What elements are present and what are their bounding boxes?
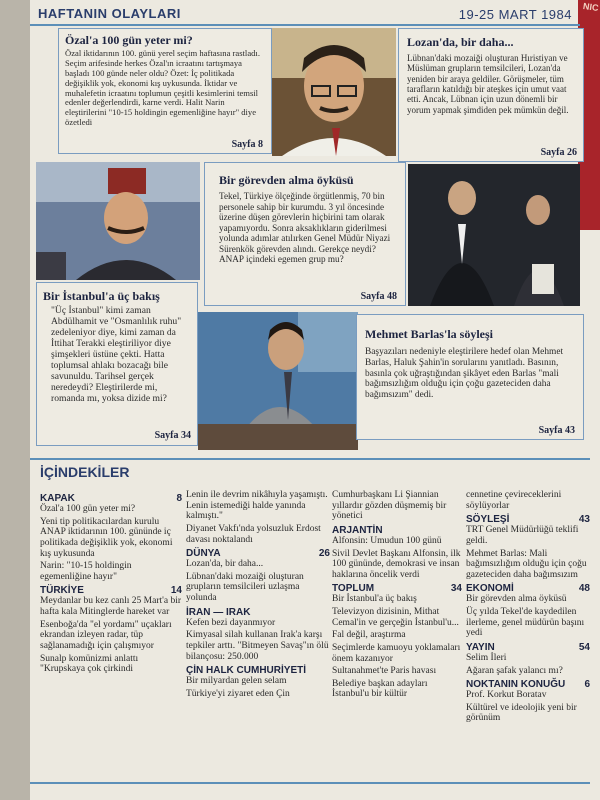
toc-entry: Fal değil, araştırma: [332, 630, 406, 641]
story-text: Başyazıları nedeniyle eleştirilere hedef olan Mehmet Barlas, Haluk Şahin'in sorularını yanıtladı. Basının, basınla çok uğraştığından şikâyet eden Barlas "mali bağımsızlığım olduğu için çoğu gazeteciden daha bağımsızım" dedi.: [365, 347, 564, 401]
toc-entry: Bir İstanbul'a üç bakış: [332, 594, 417, 605]
toc-entry: Lübnan'daki mozaiği oluşturan grupların temsilcileri uzlaşma yolunda: [186, 571, 304, 603]
toc-entry: Bir görevden alma öyküsü: [466, 594, 567, 605]
page-ref: Sayfa 34: [154, 430, 191, 441]
toc-entry: Diyanet Vakfı'nda yolsuzluk Erdost davası noktalandı: [186, 523, 321, 545]
toc-section-name: İRAN — IRAK: [186, 606, 251, 618]
section-title: HAFTANIN OLAYLARI: [38, 6, 181, 21]
toc-entry: Sultanahmet'te Paris havası: [332, 666, 437, 677]
bottom-rule: [30, 782, 590, 792]
toc-section-heading: [332, 583, 462, 594]
toc-section-page: 48: [578, 583, 590, 595]
toc-section-heading: [186, 548, 330, 559]
toc-section-name: YAYIN: [466, 641, 495, 653]
story-text: Tekel, Türkiye ölçeğinde örgütlenmiş, 70 bin personele sahip bir kurumdu. 3 yıl öncesinde üzerine düşen görevlerin hiçbirini tam olarak yapamıyordu. Sonra aksaklıkların giderilmesi yolunda adımlar atılırken Genel Müdür Niyazi Sürenkök görevden alındı. Gerekçe neydi? ANAP içindeki egemen grup mu?: [219, 191, 391, 265]
toc-section-name: DÜNYA: [186, 548, 221, 560]
toc-entry: TRT Genel Müdürlüğü teklifi geldi.: [466, 525, 579, 546]
issue-date: 19-25 MART 1984: [458, 7, 572, 22]
toc-entry: Sunalp komünizmi anlattı "Krupskaya çok çirkindi: [40, 653, 139, 675]
toc-column-2: [186, 490, 330, 701]
toc-entry: Belediye başkan adayları İstanbul'u bir kültür: [332, 678, 428, 700]
story-istanbul: [36, 282, 198, 446]
story-text: Lübnan'daki mozaiği oluşturan Hıristiyan ve Müslüman grupların temsilcileri, Lozan'da yeniden bir araya geldiler. Görüşmeler, tüm tarafların katıldığı bir ateşkes için umut vaat etti. Ancak, Lübnan için uzun dönemli bir yorum yapmak şimdiden pek mümkün değil.: [407, 53, 569, 115]
toc-section-name: SÖYLEŞİ: [466, 514, 510, 526]
story-title: Mehmet Barlas'la söyleşi: [365, 327, 493, 341]
fez-man-illustration: [36, 162, 200, 280]
toc-section-page: 14: [170, 585, 182, 597]
toc-section-name: NOKTANIN KONUĞU: [466, 679, 566, 691]
toc-section-heading: [40, 493, 182, 504]
toc-section-page: 54: [578, 641, 590, 653]
toc-entry: Kefen bezi dayanmıyor: [186, 617, 276, 628]
barlas-photo: [198, 312, 358, 450]
page-ref: Sayfa 48: [360, 291, 397, 302]
toc-entry: Türkiye'yi ziyaret eden Çin: [186, 688, 290, 699]
portrait-illustration: [272, 28, 396, 156]
toc-entry: Esenboğa'da "el yordamı" uçakları ekrandan izleyen radar, tüp sağlanamadığı için çalışmıyor: [40, 619, 172, 651]
barlas-illustration: [198, 312, 358, 450]
toc-entry: Kültürel ve ideolojik yeni bir görünüm: [466, 702, 577, 724]
toc-section-name: TOPLUM: [332, 583, 375, 595]
story-title: Bir görevden alma öyküsü: [219, 173, 354, 187]
page-header: [30, 6, 580, 26]
toc-section-name: KAPAK: [40, 493, 75, 504]
story-gorev: [204, 162, 406, 306]
toc-section-heading: [466, 583, 590, 594]
toc-entry: Kimyasal silah kullanan Irak'a karşı tepkiler arttı. "Bitmeyen Savaş"ın ölü bilançosu: 250.000: [186, 630, 329, 662]
toc-entry: Yeni tip politikacılardan kurulu ANAP iktidarının 100. gününde iç politikada değişiklik yok, ekonomi kış uykusunda: [40, 516, 173, 559]
table-of-contents: [30, 458, 590, 782]
toc-entry: Ağaran şafak yalancı mı?: [466, 665, 563, 676]
toc-column-1: [40, 490, 182, 677]
toc-section-name: EKONOMİ: [466, 583, 514, 595]
toc-section-page: 6: [584, 679, 590, 691]
toc-section-heading: [466, 514, 590, 525]
toc-entry: Lenin ile devrim nikâhıyla yaşamıştı. Lenin istemediği halde yanında kalmıştı.": [186, 490, 328, 522]
toc-title: İÇİNDEKİLER: [40, 464, 130, 480]
toc-entry: Üç yılda Tekel'de kaydedilen ilerleme, genel müdürün başını yedi: [466, 607, 585, 639]
toc-entry: Televizyon dizisinin, Mithat Cemal'in ve gerçeğin İstanbul'u...: [332, 607, 459, 628]
toc-section-heading: [332, 525, 462, 536]
toc-entry: Alfonsin: Umudun 100 günü: [332, 535, 442, 546]
story-title: Lozan'da, bir daha...: [407, 35, 514, 49]
story-barlas: [356, 314, 584, 440]
toc-entry: Sivil Devlet Başkanı Alfonsin, ilk 100 gününde, demokrasi ve insan haklarına öncelik verdi: [332, 548, 461, 580]
istanbul-photo: [36, 162, 200, 280]
story-title: Özal'a 100 gün yeter mi?: [65, 33, 193, 47]
toc-section-name: ÇİN HALK CUMHURİYETİ: [186, 665, 306, 677]
page-ref: Sayfa 26: [540, 147, 577, 158]
toc-section-heading: [466, 679, 590, 690]
toc-entry: Özal'a 100 gün yeter mi?: [40, 504, 136, 514]
toc-section-heading: [40, 585, 182, 596]
toc-entry: Selim İleri: [466, 652, 507, 663]
toc-section-page: 43: [578, 514, 590, 526]
toc-entry: cennetine çevireceklerini söylüyorlar: [466, 490, 562, 511]
toc-section-page: 8: [176, 493, 182, 504]
toc-column-3: [332, 490, 462, 702]
story-text: Özal iktidarının 100. günü yerel seçim haftasına rastladı. Seçim arifesinde herkes Özal'ın icraatını tartışmaya başladı 100 günde neler oldu? Özet: İç politikada değişiklik yok, ekonomi kış uykusunda. İktidar ve muhalefetin icraatını toplumun çeşitli kesimlerini temsil edenler değerlendirdi, karne verdi. Halit Narin eleştirilerini "10-15 holdingin egemenliğine hayır" diye özetledi: [65, 49, 260, 128]
story-text: "Üç İstanbul" kimi zaman Abdülhamit ve "Osmanlılık ruhu" zedeleniyor diye, kimi zaman da İttihat Terakki eleştiriliyor diye şimşekleri üstüne çekti. Hatta toplumsal ahlakı bozacağı bile savunuldu. Tarihsel gerçek neredeydi? Eleştirilerde mi, romanda mı, yoksa dizide mi?: [51, 305, 182, 405]
story-lozan: [398, 28, 584, 162]
toc-entry: Seçimlerde kamuoyu yoklamaları önem kazanıyor: [332, 642, 461, 664]
story-title: Bir İstanbul'a üç bakış: [43, 289, 160, 303]
group-illustration: [408, 164, 580, 306]
toc-entry: Meydanlar bu kez canlı 25 Mart'a bir hafta kala Mitinglerde hareket var: [40, 596, 181, 617]
edge-text: NIC: [581, 0, 599, 14]
toc-entry: Bir milyardan gelen selam: [186, 676, 287, 687]
toc-section-page: 26: [318, 548, 330, 560]
toc-entry: Prof. Korkut Boratav: [466, 690, 547, 701]
ozal-photo: [272, 28, 396, 156]
toc-column-4: [466, 490, 590, 726]
toc-entry: Narin: "10-15 holdingin egemenliğine hayır": [40, 561, 132, 582]
page-ref: Sayfa 8: [231, 139, 263, 150]
toc-entry: Cumhurbaşkanı Li Şiannian yıllardır gözden düşmemiş bir yönetici: [332, 490, 447, 522]
toc-section-name: ARJANTİN: [332, 524, 383, 536]
toc-section-heading: [186, 665, 330, 676]
toc-section-heading: [466, 642, 590, 653]
tekel-photo: [408, 164, 580, 306]
story-ozal: [58, 28, 272, 154]
toc-section-page: 34: [450, 583, 462, 595]
toc-section-name: TÜRKİYE: [40, 585, 84, 597]
toc-entry: Lozan'da, bir daha...: [186, 559, 264, 570]
toc-entry: Mehmet Barlas: Mali bağımsızlığım olduğu için çoğu gazeteciden daha bağımsızım: [466, 548, 587, 580]
toc-section-heading: [186, 607, 330, 618]
page-ref: Sayfa 43: [538, 425, 575, 436]
